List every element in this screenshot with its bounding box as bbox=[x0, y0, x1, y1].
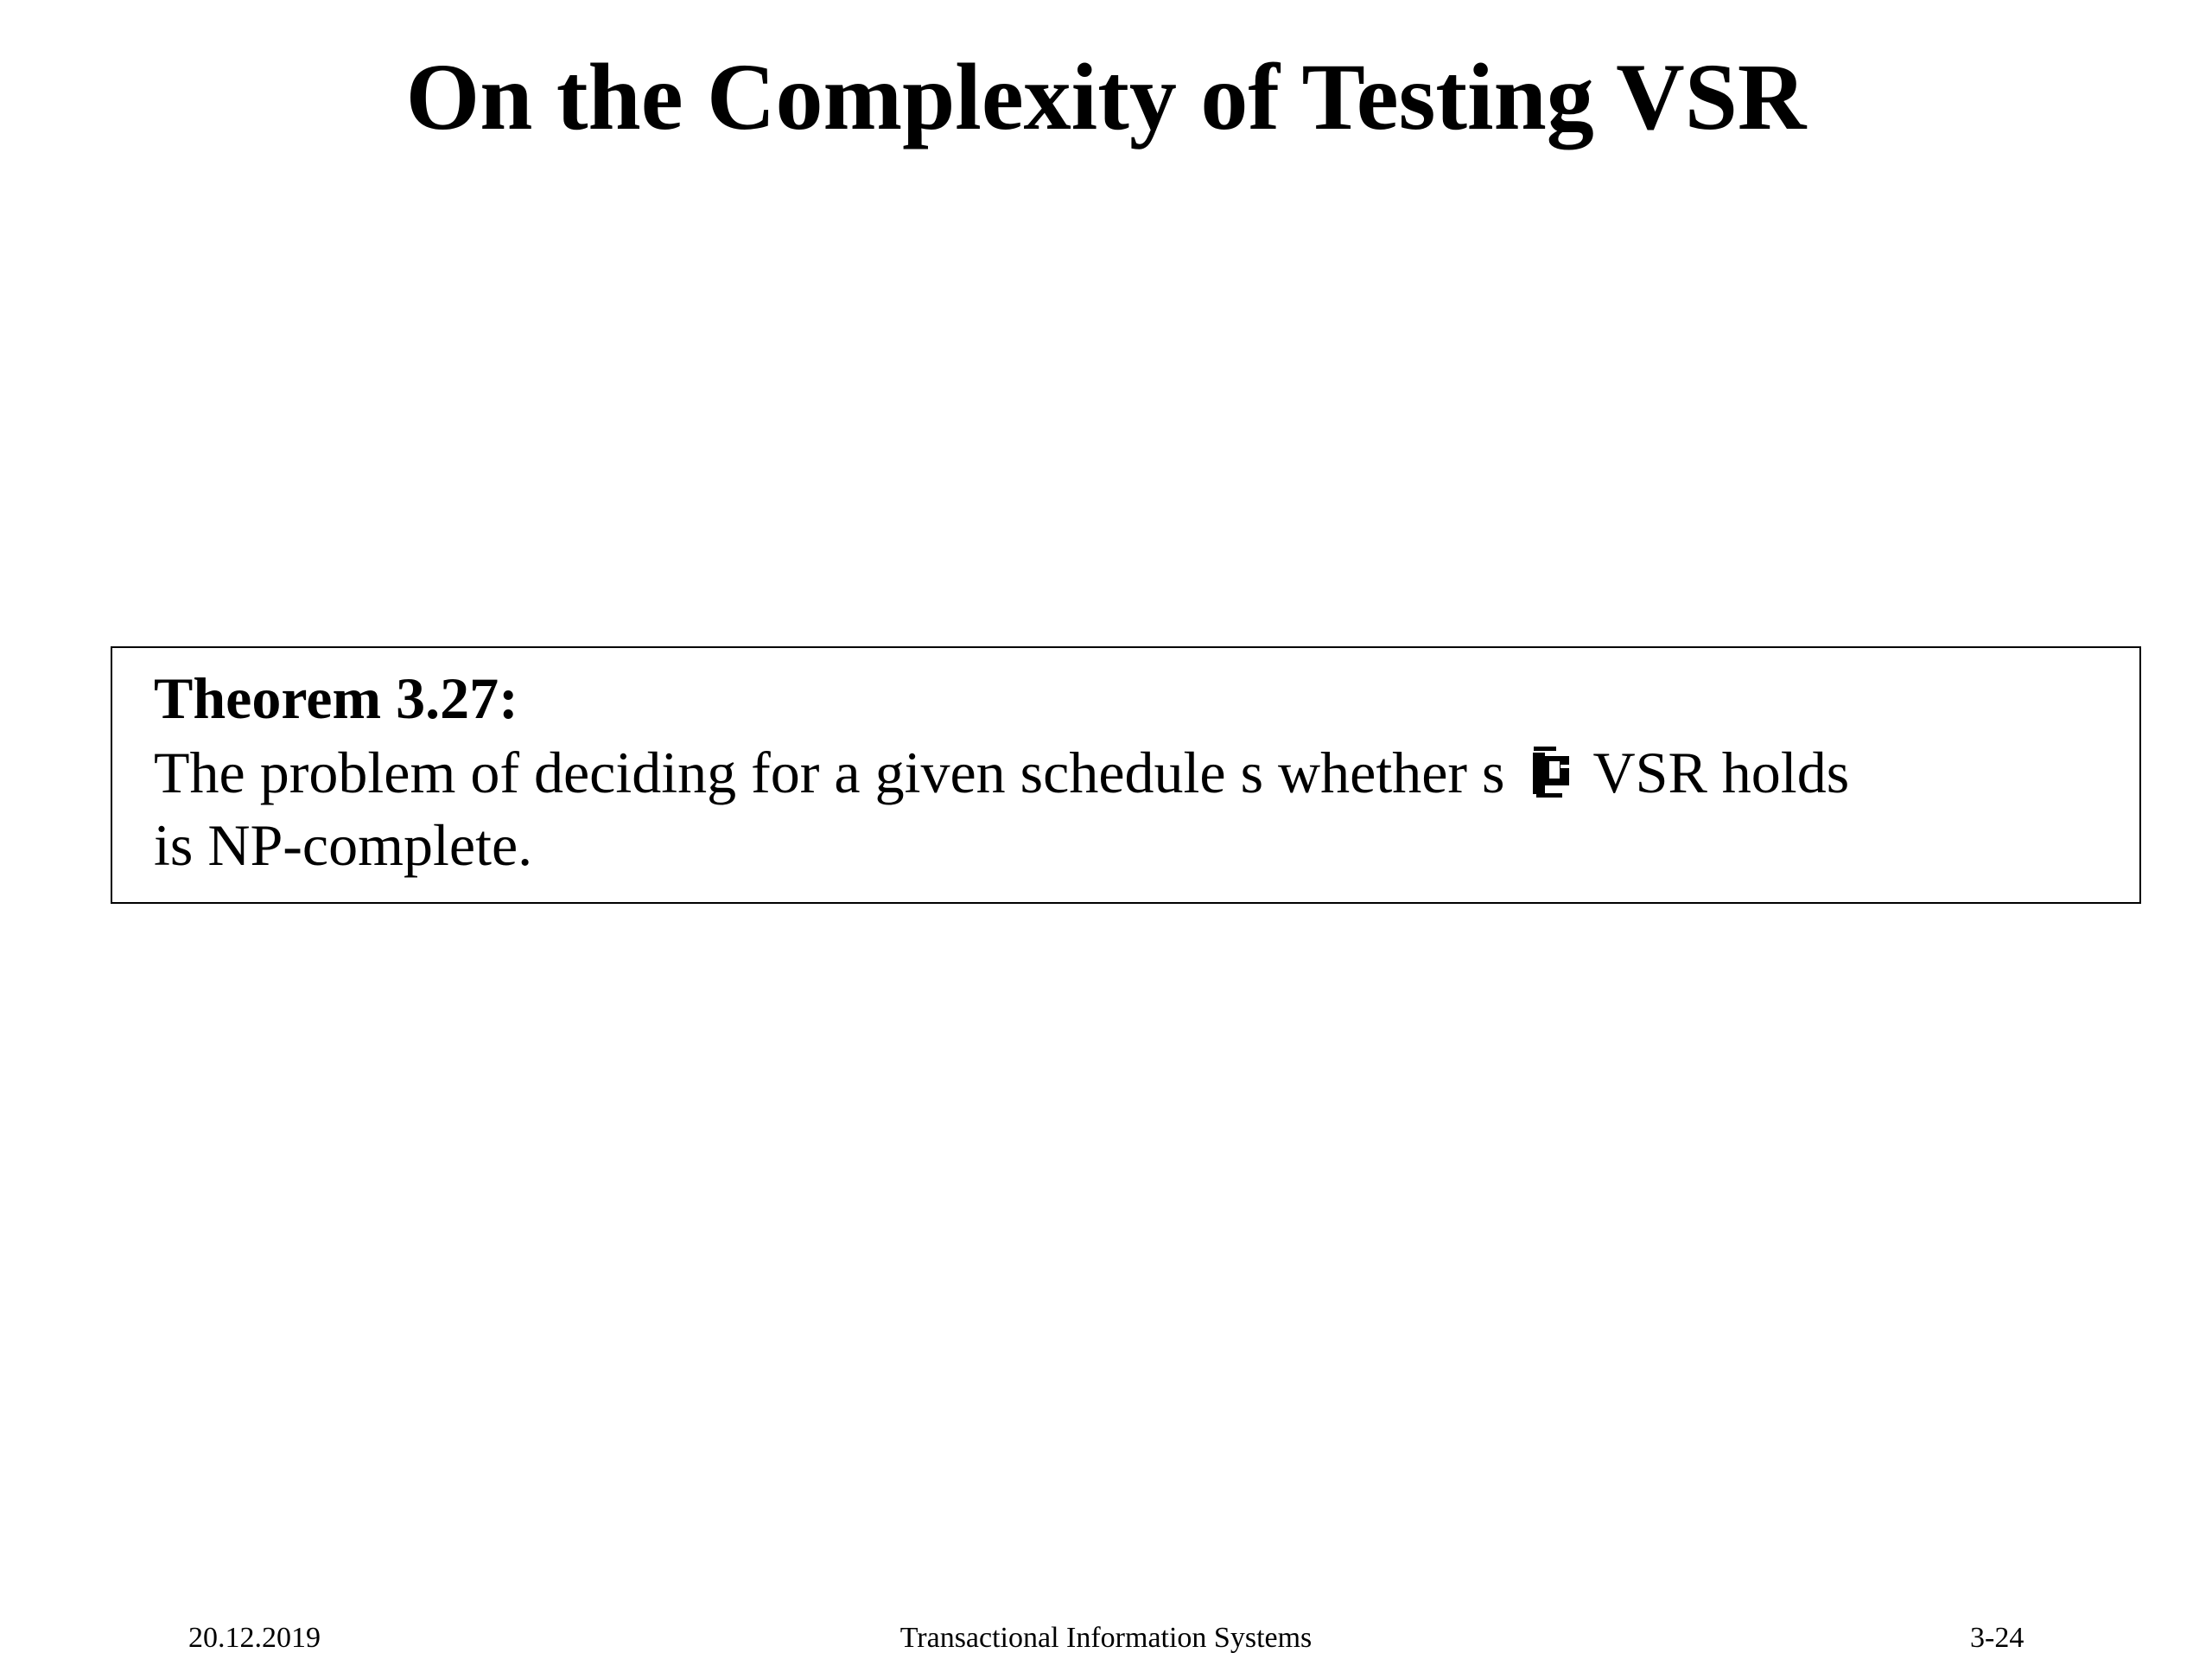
theorem-text-after-symbol: VSR holds bbox=[1592, 740, 1850, 805]
slide-title: On the Complexity of Testing VSR bbox=[405, 44, 1807, 149]
theorem-statement-line-1 bbox=[154, 736, 1849, 809]
element-of-symbol-icon bbox=[1528, 743, 1576, 798]
theorem-heading: Theorem 3.27: bbox=[154, 665, 518, 731]
theorem-box bbox=[111, 646, 2141, 904]
footer-page-number: 3-24 bbox=[1970, 1622, 2024, 1654]
footer-date: 20.12.2019 bbox=[188, 1622, 321, 1654]
theorem-text-before-symbol: The problem of deciding for a given schedule s whether s bbox=[154, 740, 1505, 805]
footer-title: Transactional Information Systems bbox=[899, 1622, 1313, 1654]
theorem-statement-line-2: is NP-complete. bbox=[154, 812, 533, 878]
